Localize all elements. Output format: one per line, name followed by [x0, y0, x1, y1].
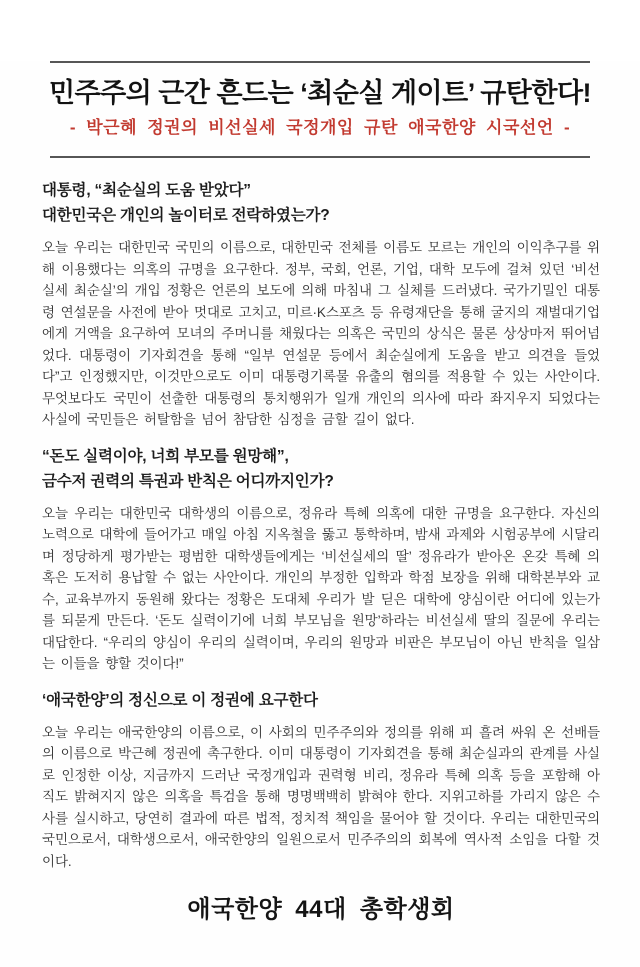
section-paragraph: 오늘 우리는 대한민국 대학생의 이름으로, 정유라 특혜 의혹에 대한 규명을 요구한다. 자신의 노력으로 대학에 들어가고 매일 아침 지옥철을 뚫고 통학하며, 밤새 과제와 시험공부에 시달리며 정당하게 평가받는 평범한 대학생들에게는 ‘비선실세의 딸’ 정유라가 받아온 온갖 특혜 의혹은 도저히 용납할 수 없는 사안이다. 개인의 부정한 입학과 학점 보장을 위해 대학본부와 교수, 교육부까지 동원해 왔다는 정황은 도대체 우리가 발 딛은 대학에 양심이란 어디에 있는가를 되묻게 만든다. ‘돈도 실력이기에 너희 부모님을 원망’하라는 비선실세 딸의 질문에 우리는 대답한다. “우리의 양심이 우리의 실력이며, 우리의 원망과 비판은 부모님이 아닌 반칙을 일삼는 이들을 향할 것이다!”	[42, 505, 600, 671]
page-subtitle: - 박근혜 정권의 비선실세 국정개입 규탄 애국한양 시국선언 -	[69, 118, 571, 137]
section-heading	[42, 688, 600, 713]
section-heading-line: 금수저 권력의 특권과 반칙은 어디까지인가?	[42, 472, 334, 490]
section-heading-line: ‘애국한양’의 정신으로 이 정권에 요구한다	[42, 691, 318, 709]
section-heading-line: 대통령, “최순실의 도움 받았다”	[42, 182, 251, 199]
section-president-admission	[42, 178, 600, 431]
section-heading	[42, 444, 600, 494]
section-demand-to-regime	[42, 688, 600, 873]
section-heading-line: “돈도 실력이야, 너희 부모를 원망해”,	[42, 447, 289, 465]
header-bottom-rule	[50, 156, 590, 158]
header-top-rule	[50, 61, 590, 63]
section-gold-spoon-privilege	[42, 444, 600, 675]
declaration-page	[0, 61, 640, 967]
document-body	[0, 178, 640, 924]
document-header	[0, 78, 640, 139]
section-paragraph: 오늘 우리는 애국한양의 이름으로, 이 사회의 민주주의와 정의를 위해 피 흘려 싸워 온 선배들의 이름으로 박근혜 정권에 촉구한다. 이미 대통령이 기자회견을 통해 최순실과의 관계를 사실로 인정한 이상, 지금까지 드러난 국정개입과 권력형 비리, 정유라 특혜 의혹 등을 포함해 아직도 밝혀지지 않은 의혹을 특검을 통해 명명백백히 밝혀야 한다. 지위고하를 가리지 않은 수사를 실시하고, 당연히 결과에 따른 법적, 정치적 책임을 물어야 할 것이다. 우리는 대한민국의 국민으로서, 대학생으로서, 애국한양의 일원으로서 민주주의의 회복에 역사적 소임을 다할 것이다.	[42, 724, 600, 869]
section-paragraph: 오늘 우리는 대한민국 국민의 이름으로, 대한민국 전체를 이름도 모르는 개인의 이익추구를 위해 이용했다는 의혹의 규명을 요구한다. 정부, 국회, 언론, 기업, 대학 모두에 걸쳐 있던 ‘비선실세 최순실’의 개입 정황은 언론의 보도에 의해 마침내 그 실체를 드러냈다. 국가기밀인 대통령 연설문을 사전에 받아 멋대로 고치고, 미르·K스포츠 등 유령재단을 통해 굴지의 재벌대기업에게 거액을 요구하여 모녀의 주머니를 채웠다는 의혹은 국민의 상식은 물론 상상마저 뛰어넘었다. 대통령이 기자회견을 통해 “일부 연설문 등에서 최순실에게 도움을 받고 의견을 들었다”고 인정했지만, 이것만으로도 이미 대통령기록물 유출의 혐의를 적용할 수 있는 사안이다. 무엇보다도 국민이 선출한 대통령의 통치행위가 일개 개인의 의사에 따라 좌지우지 되었다는 사실에 국민들은 허탈함을 넘어 참담한 심정을 금할 길이 없다.	[42, 240, 600, 427]
page-title: 민주주의 근간 흔드는 ‘최순실 게이트’ 규탄한다!	[48, 78, 592, 108]
section-heading	[42, 178, 600, 228]
section-heading-line: 대한민국은 개인의 놀이터로 전락하였는가?	[42, 207, 330, 224]
signature: 애국한양 44대 총학생회	[187, 896, 455, 923]
